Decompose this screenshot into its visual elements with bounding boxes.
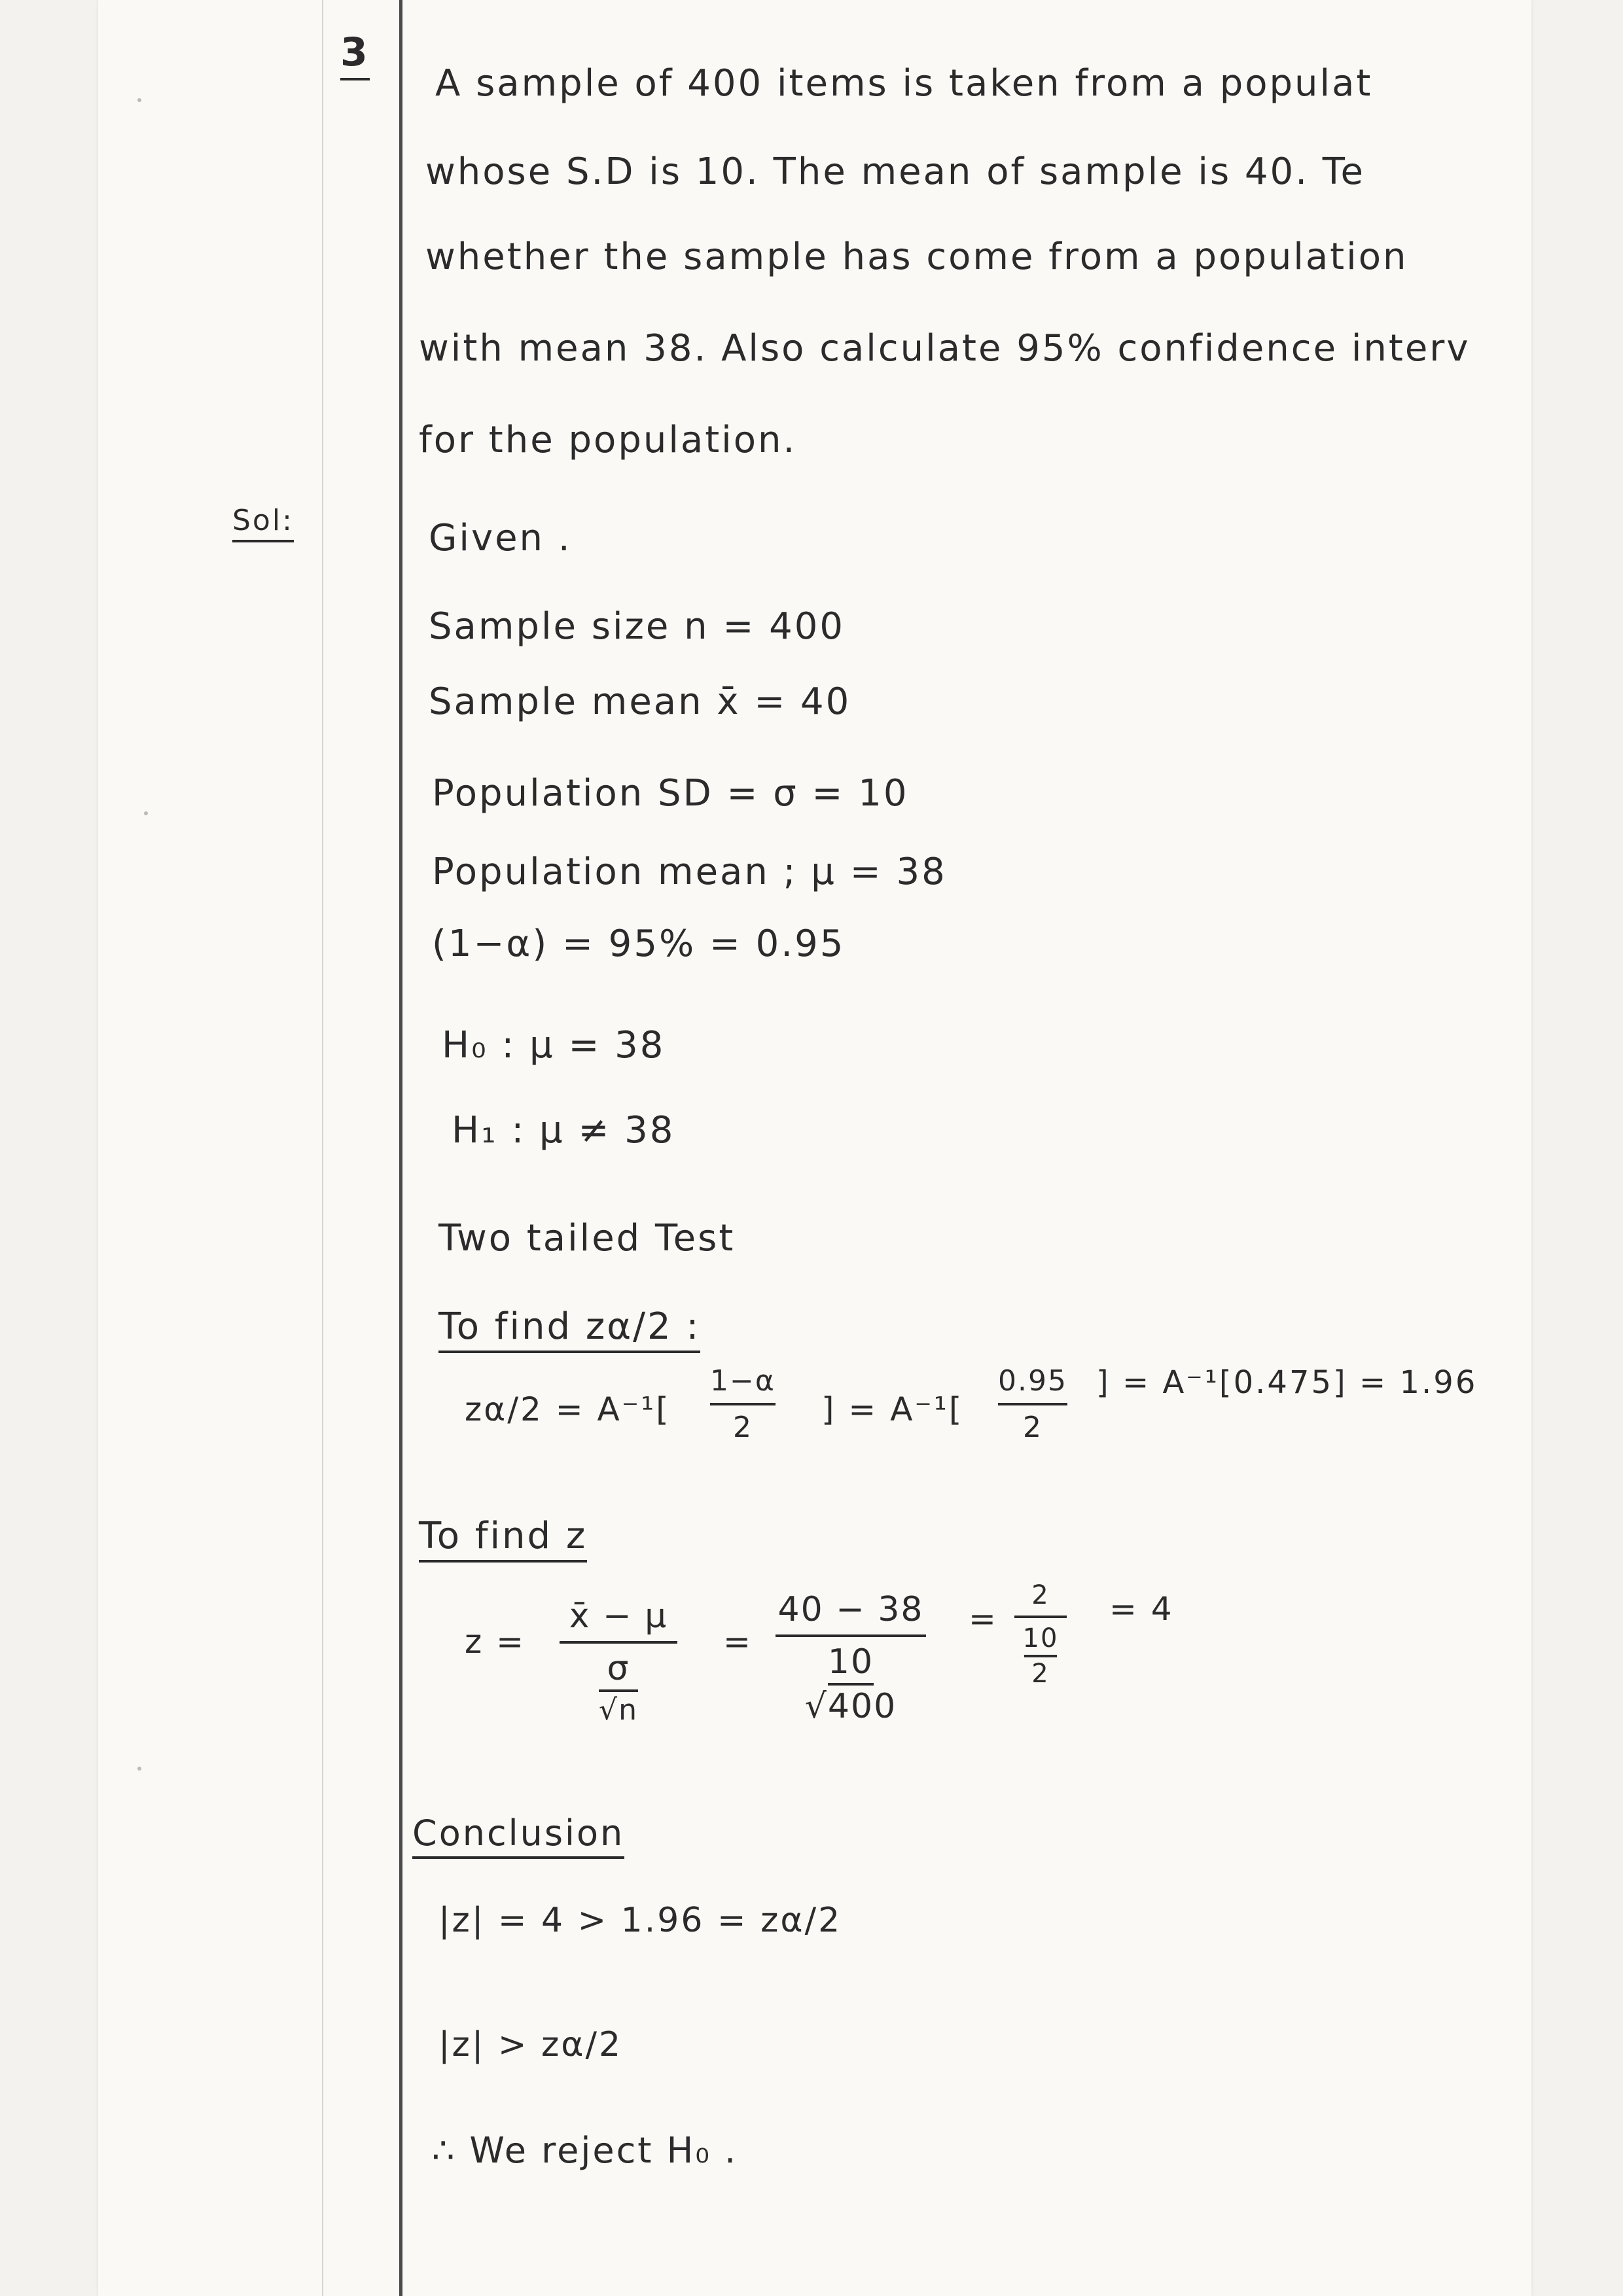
conclusion-line: |z| > zα/2 [438,2025,623,2064]
notebook-page [98,0,1531,2296]
z-fraction-1 [560,1597,677,1727]
binding-hole [137,1767,141,1771]
fraction-denominator: 2 [1022,1411,1043,1444]
fraction-bar [1014,1616,1067,1618]
za-expr-end: ] = A⁻¹[0.475] = 1.96 [1096,1364,1478,1401]
find-z-heading: To find z [419,1515,587,1563]
fraction-bar [828,1683,874,1686]
z-fraction-2 [776,1590,926,1726]
margin-line-faint [322,0,323,2296]
given-line: (1−α) = 95% = 0.95 [432,923,846,965]
conclusion-line: |z| = 4 > 1.96 = zα/2 [438,1901,842,1940]
binding-hole [144,811,148,815]
find-za-heading: To find zα/2 : [438,1305,700,1353]
question-line: whether the sample has come from a population [425,236,1408,278]
fraction-bar [560,1641,677,1644]
fraction-den-bottom: √400 [804,1687,897,1726]
question-line: whose S.D is 10. The mean of sample is 40. Te [425,150,1365,193]
za-fraction-1 [710,1364,776,1444]
fraction-numerator: 2 [1031,1580,1050,1610]
question-line: A sample of 400 items is taken from a populat [435,62,1373,105]
fraction-bar [776,1634,926,1637]
test-type: Two tailed Test [438,1217,736,1260]
fraction-den-top: σ [607,1649,630,1688]
za-expr-mid: ] = A⁻¹[ [821,1390,964,1428]
conclusion-heading: Conclusion [412,1812,624,1859]
za-expr-start: zα/2 = A⁻¹[ [465,1390,671,1428]
z-eq-3: = [969,1600,998,1638]
z-eq-2: = [723,1623,753,1661]
given-line: Sample mean x̄ = 40 [429,680,851,723]
given-line: Population SD = σ = 10 [432,772,909,815]
fraction-bar [599,1689,638,1692]
given-heading: Given . [429,517,572,559]
binding-hole [137,98,141,102]
z-eq: z = [465,1623,526,1661]
fraction-bar [1024,1655,1057,1657]
margin-line [399,0,402,2296]
solution-label: Sol: [232,504,294,542]
given-line: Population mean ; μ = 38 [432,851,947,893]
alt-hypothesis: H₁ : μ ≠ 38 [452,1109,675,1152]
fraction-bar [710,1403,776,1405]
fraction-den-bottom: √n [599,1693,638,1727]
fraction-den-top: 10 [827,1642,874,1682]
fraction-numerator: 1−α [710,1364,776,1398]
z-fraction-3 [1014,1580,1067,1689]
za-fraction-2 [998,1364,1067,1444]
fraction-den-bottom: 2 [1031,1659,1050,1689]
null-hypothesis: H₀ : μ = 38 [442,1024,666,1067]
fraction-denominator: 2 [732,1411,753,1444]
fraction-numerator: x̄ − μ [569,1597,668,1636]
fraction-den-top: 10 [1022,1623,1059,1653]
question-number: 3 [340,29,370,80]
fraction-numerator: 0.95 [998,1364,1067,1398]
z-result: = 4 [1109,1590,1174,1628]
fraction-numerator: 40 − 38 [777,1590,924,1629]
conclusion-statement: ∴ We reject H₀ . [432,2130,738,2171]
given-line: Sample size n = 400 [429,605,846,648]
question-line: with mean 38. Also calculate 95% confidence interv [419,327,1471,370]
question-line: for the population. [419,419,797,461]
fraction-bar [998,1403,1067,1405]
